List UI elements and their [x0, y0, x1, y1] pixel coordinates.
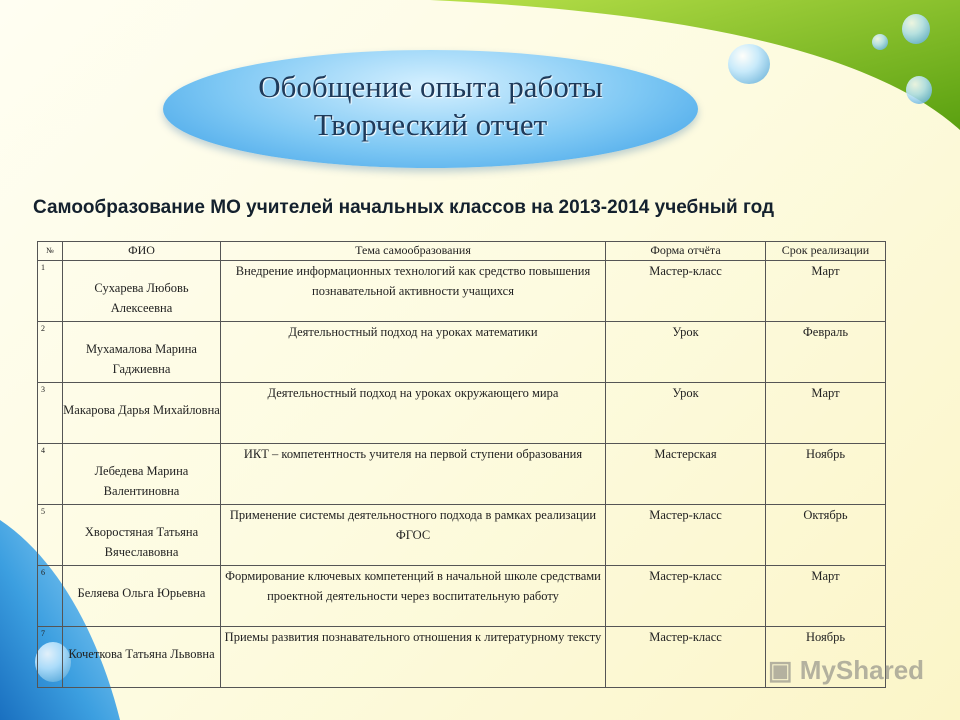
teacher-name: Кочеткова Татьяна Львовна	[63, 627, 221, 688]
teacher-name: Сухарева Любовь Алексеевна	[63, 261, 221, 322]
table-row	[38, 322, 886, 383]
row-number: 2	[38, 322, 63, 383]
table-row	[38, 261, 886, 322]
topic: Приемы развития познавательного отношения к литературному тексту	[221, 627, 606, 688]
water-drop	[728, 44, 770, 84]
report-form: Мастер-класс	[606, 505, 766, 566]
term: Март	[766, 383, 886, 444]
row-number: 6	[38, 566, 63, 627]
water-drop	[902, 14, 930, 44]
title-line-1: Обобщение опыта работы	[258, 69, 603, 104]
table-row	[38, 383, 886, 444]
teacher-name: Лебедева Марина Валентиновна	[63, 444, 221, 505]
title-line-2: Творческий отчет	[313, 107, 548, 142]
col-fio: ФИО	[63, 242, 221, 261]
report-form: Урок	[606, 322, 766, 383]
col-topic: Тема самообразования	[221, 242, 606, 261]
row-number: 3	[38, 383, 63, 444]
term: Март	[766, 261, 886, 322]
topic: Деятельностный подход на уроках окружающего мира	[221, 383, 606, 444]
self-education-table	[37, 241, 886, 688]
slide-subtitle: Самообразование МО учителей начальных классов на 2013-2014 учебный год	[33, 197, 775, 218]
topic: ИКТ – компетентность учителя на первой ступени образования	[221, 444, 606, 505]
topic: Внедрение информационных технологий как средство повышения познавательной активности учащихся	[221, 261, 606, 322]
term: Март	[766, 566, 886, 627]
topic: Применение системы деятельностного подхода в рамках реализации ФГОС	[221, 505, 606, 566]
topic: Деятельностный подход на уроках математики	[221, 322, 606, 383]
topic: Формирование ключевых компетенций в начальной школе средствами проектной деятельности через воспитательную работу	[221, 566, 606, 627]
watermark-logo: ▣ MyShared	[768, 655, 925, 685]
row-number: 1	[38, 261, 63, 322]
report-form: Мастер-класс	[606, 566, 766, 627]
table-row	[38, 505, 886, 566]
water-drop	[906, 76, 932, 104]
row-number: 4	[38, 444, 63, 505]
teacher-name: Мухамалова Марина Гаджиевна	[63, 322, 221, 383]
teacher-name: Хворостяная Татьяна Вячеславовна	[63, 505, 221, 566]
slide-title	[163, 68, 698, 144]
report-form: Мастер-класс	[606, 627, 766, 688]
term: Февраль	[766, 322, 886, 383]
table-row	[38, 444, 886, 505]
water-drop	[872, 34, 888, 50]
report-form: Урок	[606, 383, 766, 444]
row-number: 5	[38, 505, 63, 566]
col-number: №	[38, 242, 63, 261]
teacher-name: Макарова Дарья Михайловна	[63, 383, 221, 444]
col-term: Срок реализации	[766, 242, 886, 261]
col-form: Форма отчёта	[606, 242, 766, 261]
report-form: Мастерская	[606, 444, 766, 505]
row-number: 7	[38, 627, 63, 688]
table-row	[38, 627, 886, 688]
term: Ноябрь	[766, 627, 886, 688]
term: Октябрь	[766, 505, 886, 566]
term: Ноябрь	[766, 444, 886, 505]
teacher-name: Беляева Ольга Юрьевна	[63, 566, 221, 627]
table-row	[38, 566, 886, 627]
report-form: Мастер-класс	[606, 261, 766, 322]
table-header	[38, 242, 886, 261]
